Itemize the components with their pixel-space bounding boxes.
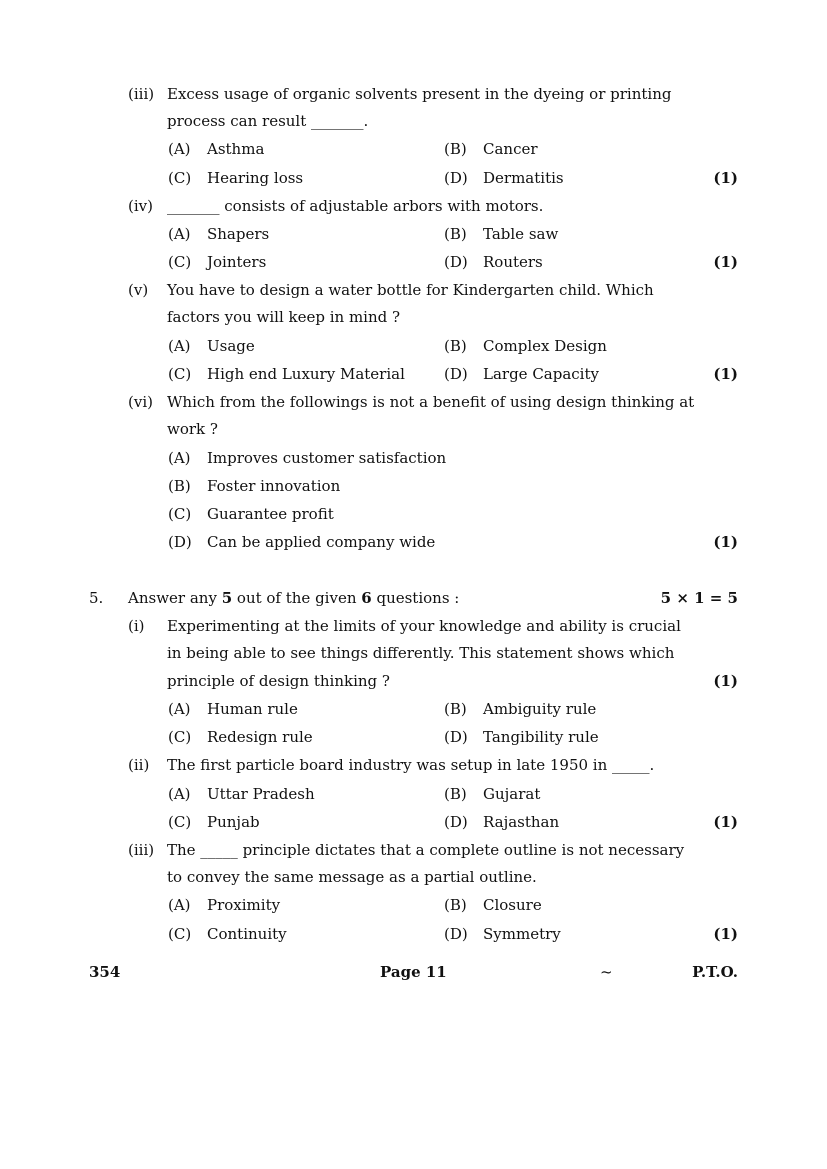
question-number: (vi) [128,393,153,411]
option-label: (C) [168,169,192,187]
option-label: (D) [444,365,468,383]
question-text-line: The first particle board industry was setup in late 1950 in _____. [167,756,655,774]
option-label: (A) [168,225,191,243]
option-label: (C) [168,365,192,383]
question-number: (i) [128,617,145,635]
instruction-text: Answer any [128,589,222,607]
option-text: Uttar Pradesh [207,785,315,803]
option-label: (C) [168,728,192,746]
page-number: Page 11 [380,963,447,981]
option-text: Ambiguity rule [483,700,597,718]
option-text: Can be applied company wide [207,533,436,551]
option-text: Gujarat [483,785,541,803]
marks: (1) [713,813,738,831]
option-text: Rajasthan [483,813,560,831]
tilde-mark: ~ [600,963,613,981]
question-text-line: _______ consists of adjustable arbors with motors. [167,197,544,215]
question-text-line: to convey the same message as a partial outline. [167,868,537,886]
option-label: (A) [168,785,191,803]
option-text: Hearing loss [207,169,304,187]
total-marks: 5 × 1 = 5 [660,589,738,607]
question-text-line: Experimenting at the limits of your knowledge and ability is crucial [167,617,681,635]
question-number: (ii) [128,756,150,774]
option-text: Usage [207,337,255,355]
option-text: Large Capacity [483,365,599,383]
option-text: Continuity [207,925,287,943]
question-text-line: work ? [167,420,218,438]
option-label: (C) [168,253,192,271]
option-label: (A) [168,449,191,467]
question-number: (iv) [128,197,153,215]
option-text: Asthma [207,140,265,158]
question-text-line: in being able to see things differently. This statement shows which [167,644,675,662]
option-text: Punjab [207,813,260,831]
option-text: Guarantee profit [207,505,334,523]
marks: (1) [713,925,738,943]
option-label: (A) [168,337,191,355]
option-label: (D) [444,169,468,187]
option-text: Dermatitis [483,169,564,187]
option-text: Tangibility rule [483,728,599,746]
marks: (1) [713,169,738,187]
option-text: Human rule [207,700,298,718]
option-text: Jointers [207,253,267,271]
instruction-text: out of the given [232,589,362,607]
option-text: Complex Design [483,337,607,355]
option-label: (C) [168,925,192,943]
option-label: (C) [168,505,192,523]
option-text: Closure [483,896,542,914]
option-label: (B) [444,140,467,158]
option-label: (D) [444,728,468,746]
instruction-text: questions : [371,589,460,607]
question-number: (iii) [128,841,155,859]
option-label: (C) [168,813,192,831]
option-label: (D) [444,925,468,943]
option-label: (A) [168,700,191,718]
option-label: (B) [444,896,467,914]
option-label: (B) [168,477,191,495]
option-label: (B) [444,700,467,718]
question-text-line: process can result _______. [167,112,369,130]
paper-code: 354 [89,963,121,981]
marks: (1) [713,672,738,690]
instruction-number: 6 [361,589,372,607]
option-text: Foster innovation [207,477,341,495]
option-label: (A) [168,140,191,158]
option-text: Routers [483,253,543,271]
option-text: Table saw [483,225,559,243]
question-instruction [128,589,459,607]
question-number: 5. [89,589,104,607]
option-label: (D) [168,533,192,551]
question-number: (v) [128,281,149,299]
option-label: (D) [444,253,468,271]
option-label: (B) [444,337,467,355]
marks: (1) [713,365,738,383]
option-label: (D) [444,813,468,831]
option-text: Cancer [483,140,538,158]
instruction-number: 5 [221,589,233,607]
option-text: Redesign rule [207,728,313,746]
question-text-line: Excess usage of organic solvents present in the dyeing or printing [167,85,672,103]
question-text-line: The _____ principle dictates that a complete outline is not necessary [167,841,685,859]
question-text-line: principle of design thinking ? [167,672,390,690]
option-text: Symmetry [483,925,561,943]
option-label: (B) [444,785,467,803]
question-text-line: You have to design a water bottle for Kindergarten child. Which [167,281,654,299]
option-text: Shapers [207,225,270,243]
option-text: High end Luxury Material [207,365,405,383]
marks: (1) [713,533,738,551]
pto-label: P.T.O. [692,963,738,981]
marks: (1) [713,253,738,271]
question-text-line: factors you will keep in mind ? [167,308,401,326]
option-text: Proximity [207,896,281,914]
option-label: (B) [444,225,467,243]
question-text-line: Which from the followings is not a benefit of using design thinking at [167,393,695,411]
option-text: Improves customer satisfaction [207,449,447,467]
option-label: (A) [168,896,191,914]
question-number: (iii) [128,85,155,103]
